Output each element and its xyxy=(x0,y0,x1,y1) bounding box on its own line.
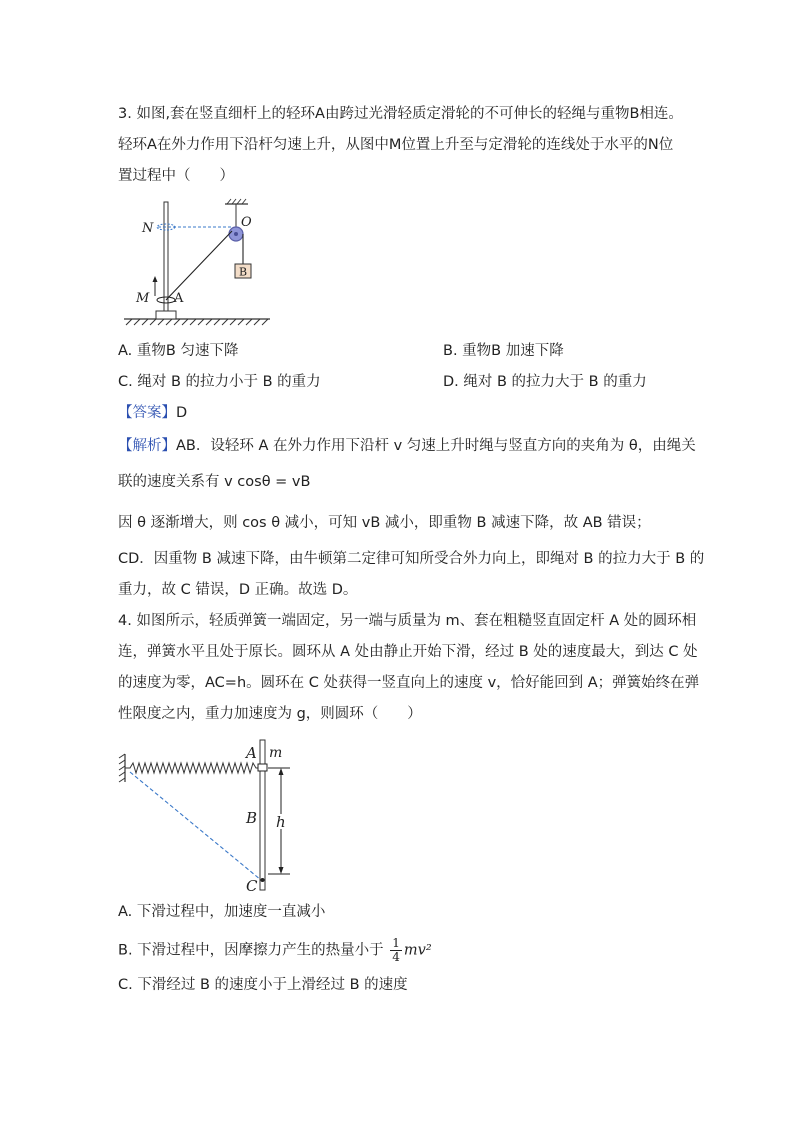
q3-analysis-line2: 联的速度关系有 v cosθ = vB xyxy=(118,474,311,490)
q3-label-N: N xyxy=(142,221,154,236)
q4-figure xyxy=(118,738,308,894)
q3-analysis-line1 xyxy=(118,436,696,456)
q3-figure xyxy=(118,198,278,328)
q4-stem-line2: 连，弹簧水平且处于原长。圆环从 A 处由静止开始下滑，经过 B 处的速度最大，到达 C 处 xyxy=(118,644,698,660)
q4-option-b-text: B. 下滑过程中，因摩擦力产生的热量小于 xyxy=(118,942,384,959)
q4-stem-line1: 4. 如图所示，轻质弹簧一端固定，另一端与质量为 m、套在粗糙竖直固定杆 A 处的圆环相 xyxy=(118,613,697,629)
q3-option-c: C. 绳对 B 的拉力小于 B 的重力 xyxy=(118,374,321,390)
answer-tag: 【答案】 xyxy=(118,405,176,421)
q4-label-A: A xyxy=(246,744,257,762)
q3-label-O: O xyxy=(241,215,252,230)
q3-analysis-line5: 重力，故 C 错误，D 正确。故选 D。 xyxy=(118,582,358,598)
q3-label-A: A xyxy=(174,291,184,306)
q3-stem-line2: 轻环A在外力作用下沿杆匀速上升，从图中M位置上升至与定滑轮的连线处于水平的N位 xyxy=(118,137,674,153)
q4-label-C: C xyxy=(246,877,258,894)
q3-option-b: B. 重物B 加速下降 xyxy=(443,343,564,359)
q3-stem-line1: 3. 如图,套在竖直细杆上的轻环A由跨过光滑轻质定滑轮的不可伸长的轻绳与重物B相连。 xyxy=(118,106,683,122)
answer-value: D xyxy=(176,405,188,421)
q3-option-d: D. 绳对 B 的拉力大于 B 的重力 xyxy=(443,374,647,390)
analysis-text-1: AB．设轻环 A 在外力作用下沿杆 v 匀速上升时绳与竖直方向的夹角为 θ，由绳关 xyxy=(176,438,696,454)
fraction-denominator: 4 xyxy=(392,950,400,964)
q4-option-b-expr: mv² xyxy=(403,942,432,959)
fraction-numerator: 1 xyxy=(392,936,400,950)
analysis-tag: 【解析】 xyxy=(118,438,176,454)
q4-stem-line3: 的速度为零，AC=h。圆环在 C 处获得一竖直向上的速度 v，恰好能回到 A；弹簧始终在弹 xyxy=(118,675,700,691)
q4-option-b xyxy=(118,937,432,964)
q4-label-B: B xyxy=(246,809,258,827)
q3-analysis-line3: 因 θ 逐渐增大，则 cos θ 减小，可知 vB 减小，即重物 B 减速下降，故 AB 错误； xyxy=(118,515,651,531)
q3-stem-line3: 置过程中（ ） xyxy=(118,168,234,184)
q3-option-a: A. 重物B 匀速下降 xyxy=(118,343,239,359)
q4-option-a: A. 下滑过程中，加速度一直减小 xyxy=(118,904,326,920)
q4-option-c: C. 下滑经过 B 的速度小于上滑经过 B 的速度 xyxy=(118,977,408,993)
q4-label-h: h xyxy=(276,813,286,831)
q4-stem-line4: 性限度之内，重力加速度为 g，则圆环（ ） xyxy=(118,706,422,722)
q3-analysis-line4: CD．因重物 B 减速下降，由牛顿第二定律可知所受合外力向上，即绳对 B 的拉力大于 B 的 xyxy=(118,551,705,567)
fraction xyxy=(390,937,402,964)
q3-answer xyxy=(118,403,187,423)
q3-label-B: B xyxy=(239,265,248,279)
q4-label-m: m xyxy=(269,745,283,761)
spring xyxy=(125,763,261,773)
q3-label-M: M xyxy=(136,291,150,306)
